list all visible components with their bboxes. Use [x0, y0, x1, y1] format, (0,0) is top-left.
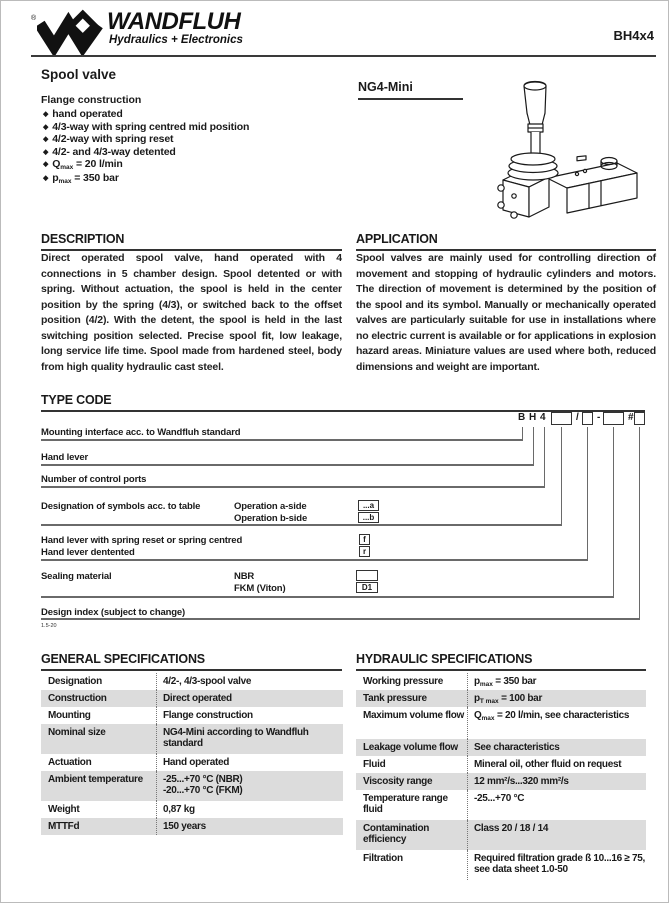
application-body: Spool valves are mainly used for controlling direction of movement and stopping of hydraulic cylinders and motors. The direction of movement is determined by the position of the spool and its symbol. Manually or mechanically operated valves are particularly suitable for use in installations where no electric current is available or for applications in explosion hazard areas. Miniature values are used where both, reduced dimensions and weight are important.	[356, 252, 656, 373]
table-row: Fluid Mineral oil, other fluid on request	[356, 756, 646, 773]
page-title: Spool valve	[41, 67, 117, 82]
row-line	[41, 486, 545, 488]
diamond-bullet-icon: ◆	[43, 175, 49, 183]
row-line	[41, 524, 562, 526]
feature-item: ◆ 4/2-way with spring reset	[43, 133, 174, 146]
sealing-nbr-box	[356, 570, 378, 581]
table-row: Contamination efficiency Class 20 / 18 / 14	[356, 820, 646, 850]
row-line	[41, 439, 523, 441]
type-code-row-sealing: Sealing material	[41, 571, 112, 582]
type-code-row-detent: Hand lever dentented	[41, 547, 135, 558]
sealing-fkm-box: D1	[356, 582, 378, 593]
code-line	[613, 427, 614, 596]
type-code-row-spring: Hand lever with spring reset or spring centred	[41, 535, 243, 546]
feature-item-pmax: ◆ $p_{max} = 350$ bar	[43, 172, 119, 186]
code-line	[544, 427, 545, 486]
model-size-label: NG4-Mini	[358, 80, 463, 100]
diamond-bullet-icon: ◆	[43, 111, 49, 118]
operation-a-side-label: Operation a-side	[234, 501, 307, 512]
type-code-diagram	[41, 411, 645, 639]
table-row: MTTFd 150 years	[41, 818, 343, 835]
detent-box: r	[359, 546, 370, 557]
operation-b-side-box: ...b	[358, 512, 379, 523]
row-line	[41, 596, 614, 598]
table-row: Temperature range fluid -25...+70 °C	[356, 790, 646, 820]
header-rule	[31, 55, 656, 57]
row-line	[41, 559, 588, 561]
table-row: Weight 0,87 kg	[41, 801, 343, 818]
table-row: Designation 4/2-, 4/3-spool valve	[41, 673, 343, 690]
table-row: Leakage volume flow See characteristics	[356, 739, 646, 756]
description-body: Direct operated spool valve, hand operated with 4 connections in 5 chamber design. Spool detented or with spring. Without actuation, the spool is held in the center position by the spring (4/3), or switched back to the offset position (4/2). With the detent, the spool is held in the last switching position selected. Precise spool fit, low leakage, long service life time. Spool made from hardened steel, body from high quality hydraulic cast steel.	[41, 252, 342, 373]
table-row: Ambient temperature -25...+70 °C (NBR) -20...+70 °C (FKM)	[41, 771, 343, 801]
code-line	[561, 427, 562, 524]
diamond-bullet-icon: ◆	[43, 136, 49, 144]
type-code-row-design-index: Design index (subject to change)	[41, 607, 186, 618]
feature-item: ◆ hand operated	[43, 108, 123, 120]
feature-list	[43, 108, 249, 186]
code-box-sealing	[603, 412, 624, 425]
code-letter-h: H	[529, 412, 537, 423]
code-separator-hash: #	[628, 412, 634, 423]
general-specs-table	[41, 673, 343, 835]
code-line	[533, 427, 534, 464]
table-row: Filtration Required filtration grade ß 10...16 ≥ 75, see data sheet 1.0-50	[356, 850, 646, 880]
type-code-row-ports: Number of control ports	[41, 474, 147, 485]
brand-tagline: Hydraulics + Electronics	[109, 34, 243, 46]
construction-subtitle: Flange construction	[41, 94, 142, 106]
code-separator-dash: -	[597, 412, 601, 423]
application-heading: APPLICATION	[356, 232, 656, 251]
code-box-design-index	[634, 412, 645, 425]
hydraulic-specs-heading: HYDRAULIC SPECIFICATIONS	[356, 652, 646, 671]
feature-item: ◆ 4/3-way with spring centred mid position	[43, 120, 250, 133]
feature-item-qmax: ◆ $Q_{max} = 20$ l/min	[43, 158, 123, 172]
operation-b-side-label: Operation b-side	[234, 513, 308, 524]
table-row: Maximum volume flow $Q_{max} = 20$ l/min, see characteristics	[356, 707, 646, 739]
diamond-bullet-icon: ◆	[43, 123, 49, 131]
code-separator-slash: /	[576, 412, 579, 423]
product-code: BH4x4	[613, 28, 654, 43]
type-code-row-symbols: Designation of symbols acc. to table	[41, 501, 201, 512]
code-box-actuation-type	[582, 412, 593, 425]
datasheet-number: 1.5-20	[41, 623, 57, 629]
code-line	[587, 427, 588, 559]
code-box-symbols	[551, 412, 572, 425]
valve-isometric-drawing	[489, 77, 667, 219]
table-row: Actuation Hand operated	[41, 754, 343, 771]
row-line	[41, 618, 640, 620]
table-row: Viscosity range 12 mm²/s...320 mm²/s	[356, 773, 646, 790]
type-code-heading: TYPE CODE	[41, 393, 645, 412]
sealing-nbr-label: NBR	[234, 571, 255, 582]
registered-trademark: ®	[31, 15, 37, 22]
hydraulic-specs-table	[356, 673, 646, 880]
code-line	[639, 427, 640, 618]
code-line	[522, 427, 523, 439]
wandfluh-logo-icon	[37, 9, 107, 55]
code-letter-4: 4	[540, 412, 546, 423]
table-row: Construction Direct operated	[41, 690, 343, 707]
table-row: Tank pressure $p_{T max} = 100$ bar	[356, 690, 646, 707]
table-row: Working pressure $p_{max} = 350$ bar	[356, 673, 646, 690]
spring-box: f	[359, 534, 370, 545]
operation-a-side-box: ...a	[358, 500, 379, 511]
sealing-fkm-label: FKM (Viton)	[234, 583, 286, 594]
general-specs-heading: GENERAL SPECIFICATIONS	[41, 652, 342, 671]
row-line	[41, 464, 534, 466]
diamond-bullet-icon: ◆	[43, 161, 49, 169]
table-row: Nominal size NG4-Mini according to Wandfluh standard	[41, 724, 343, 754]
brand-name: WANDFLUH	[107, 8, 241, 35]
table-row: Mounting Flange construction	[41, 707, 343, 724]
diamond-bullet-icon: ◆	[43, 148, 49, 156]
feature-item: ◆ 4/2- and 4/3-way detented	[43, 145, 176, 158]
code-letter-b: B	[518, 412, 526, 423]
description-heading: DESCRIPTION	[41, 232, 342, 251]
type-code-row-mounting: Mounting interface acc. to Wandfluh standard	[41, 427, 241, 438]
type-code-row-hand-lever: Hand lever	[41, 452, 89, 463]
